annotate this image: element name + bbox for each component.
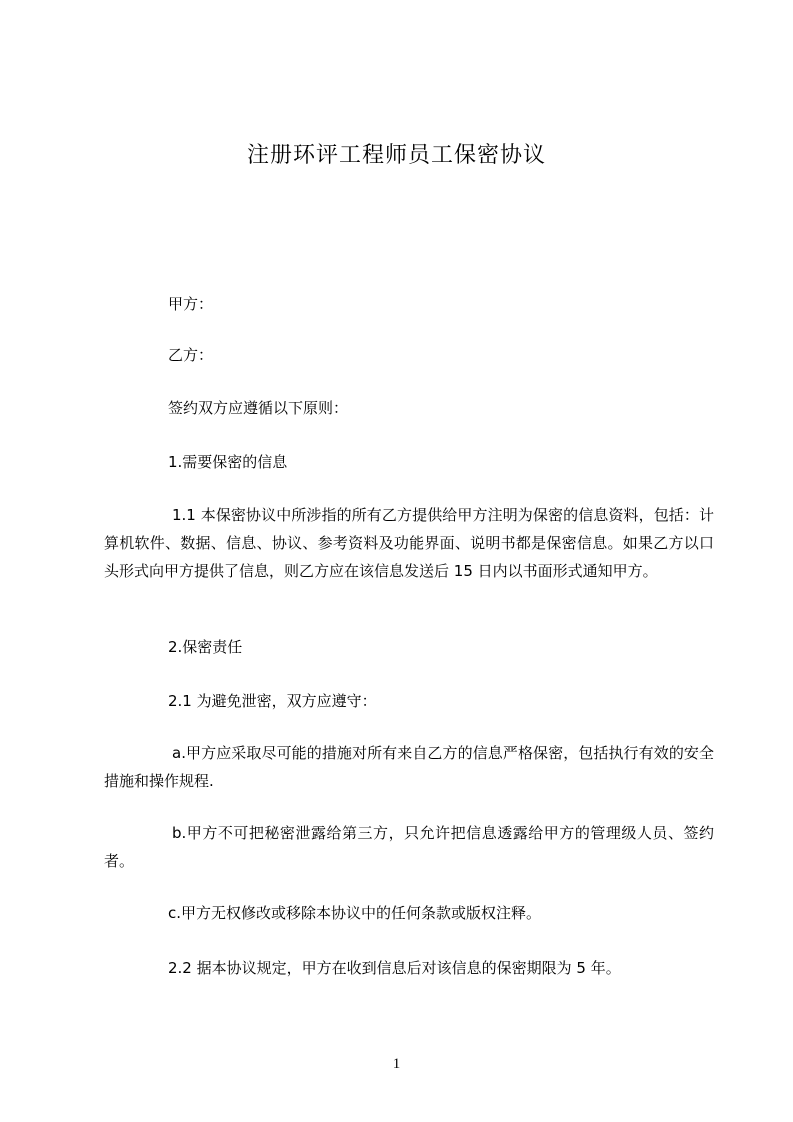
section-2-2-paragraph: 2.2 据本协议规定，甲方在收到信息后对该信息的保密期限为 5 年。 — [168, 959, 621, 977]
item-a-paragraph: a.甲方应采取尽可能的措施对所有来自乙方的信息严格保密，包括执行有效的安全措施和操作规程. — [104, 744, 714, 790]
item-b-paragraph: b.甲方不可把秘密泄露给第三方，只允许把信息透露给甲方的管理级人员、签约者。 — [104, 824, 714, 870]
document-title: 注册环评工程师员工保密协议 — [246, 143, 546, 168]
item-c-paragraph: c.甲方无权修改或移除本协议中的任何条款或版权注释。 — [168, 904, 542, 922]
section-2-1-paragraph: 2.1 为避免泄密，双方应遵守： — [168, 692, 377, 710]
party-a-label: 甲方： — [168, 295, 214, 313]
section-1-heading: 1.需要保密的信息 — [168, 453, 288, 471]
principles-intro: 签约双方应遵循以下原则： — [168, 399, 349, 417]
section-2-heading: 2.保密责任 — [168, 638, 243, 656]
party-b-label: 乙方： — [168, 346, 214, 364]
section-1-1-paragraph: 1.1 本保密协议中所涉指的所有乙方提供给甲方注明为保密的信息资料，包括：计算机软件、数据、信息、协议、参考资料及功能界面、说明书都是保密信息。如果乙方以口头形式向甲方提供了信息，则乙方应在该信息发送后 15 日内以书面形式通知甲方。 — [104, 506, 714, 580]
page-number: 1 — [392, 1056, 401, 1072]
